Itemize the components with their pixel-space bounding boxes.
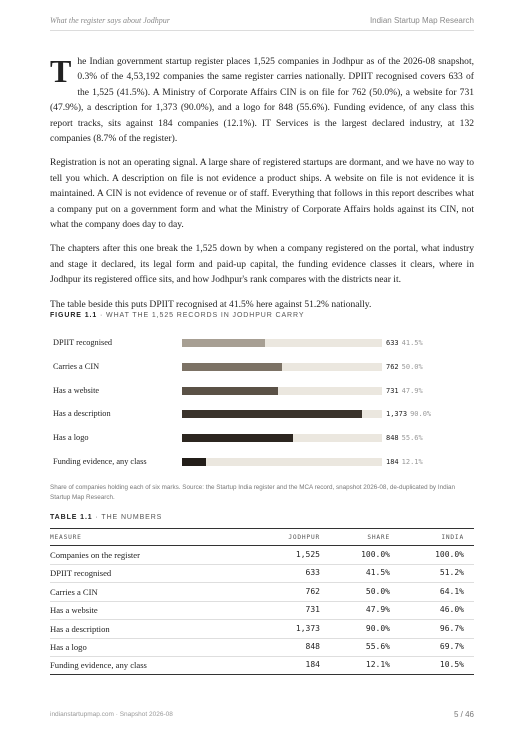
bar-label: Carries a CIN <box>53 361 100 371</box>
bar-count: 762 <box>386 362 399 371</box>
table-cell-india: 100.0% <box>435 550 464 559</box>
table-cell-share: 90.0% <box>365 623 390 633</box>
bar-label: Has a website <box>53 385 100 395</box>
paragraph-chapters: The chapters after this one break the 1,525 down by when a company registered on the portal, what industry and stage it declared, its legal form and paid-up capital, the funding evidence classes it clears, where in Jodhpur its registered office sits, and how Jodhpur's rank compares with the districts near it. <box>50 243 474 286</box>
table-header-share: SHARE <box>367 534 390 541</box>
bar <box>182 339 265 347</box>
table-cell-share: 55.6% <box>365 642 390 651</box>
table-cell-measure: Carries a CIN <box>50 586 98 597</box>
figure-title: · WHAT THE 1,525 RECORDS IN JODHPUR CARRY <box>99 312 305 319</box>
table-cell-measure: Funding evidence, any class <box>50 660 147 671</box>
figure-label <box>50 312 304 319</box>
bar-share: 41.5% <box>401 339 423 347</box>
bar-value-label <box>386 434 423 442</box>
table-cell-jodhpur: 1,373 <box>295 623 320 633</box>
bar-share: 55.6% <box>401 434 423 443</box>
paragraph-caveat: Registration is not an operating signal. A large share of registered startups are dormant, and we have no way to tell you which. A description on file is not evidence a product ships. A website on file is not evidence it is maintained. A CIN is not evidence of revenue or of staff. Everything that follows in this report describes what a company put on a government form and what the Ministry of Corporate Affairs holds against its CIN, not what the company does day to day. <box>50 157 474 231</box>
bar-label: Funding evidence, any class <box>53 457 147 466</box>
paragraph-intro-text: he Indian government startup register places 1,525 companies in Jodhpur as of the 2026-08 snapshot, 0.3% of the 4,53,192 companies the same register carries nationally. DPIIT recognised covers 633 of the 1,525 (41.5%). A Ministry of Corporate Affairs CIN is on file for 762 (50.0%), a website for 731 (47.9%), a description for 1,373 (90.0%), and a logo for 848 (55.6%). Funding evidence, of any class this report tracks, sits against 184 companies (12.1%). IT Services is the largest declared industry, at 132 companies (8.7% of the register). <box>50 56 474 145</box>
table-row <box>50 546 474 565</box>
bar <box>182 387 278 395</box>
bar-share: 47.9% <box>401 386 423 395</box>
table-cell-india: 69.7% <box>439 642 464 651</box>
paragraph-intro <box>50 54 474 146</box>
running-header-publisher: Indian Startup Map Research <box>369 16 474 25</box>
table-header-india: INDIA <box>441 534 464 541</box>
table-cell-jodhpur: 1,525 <box>295 550 320 559</box>
figure-source-note: Share of companies holding each of six marks. Source: the Startup India register and the MCA record, snapshot 2026-08, de-duplicated by Indian Startup Map Research. <box>50 484 455 501</box>
bar-track <box>182 339 382 347</box>
table-label <box>50 514 162 521</box>
table-cell-jodhpur: 633 <box>305 568 320 578</box>
footer-source: indianstartupmap.com · Snapshot 2026-08 <box>50 711 173 718</box>
table-cell-measure: DPIIT recognised <box>50 568 112 579</box>
bar-count: 1,373 <box>386 410 408 419</box>
body-text <box>50 54 474 321</box>
bar-count: 731 <box>386 386 399 395</box>
bar-value-label <box>386 387 423 395</box>
running-header-title: What the register says about Jodhpur <box>50 16 170 25</box>
table-cell-share: 100.0% <box>361 550 390 559</box>
table-cell-share: 41.5% <box>365 568 390 578</box>
paragraph-table-note: The table beside this puts DPIIT recognised at 41.5% here against 51.2% nationally. <box>50 298 372 310</box>
bar-track <box>182 410 382 418</box>
table-cell-measure: Companies on the register <box>50 550 140 560</box>
bar-value-label <box>386 410 431 418</box>
bar-value-label <box>386 339 423 347</box>
bar-count: 633 <box>386 339 399 347</box>
bar-track <box>182 387 382 395</box>
table-header-row <box>50 532 474 544</box>
bar-count: 184 <box>386 458 399 466</box>
header-divider <box>50 30 474 31</box>
table-top-rule <box>50 528 474 529</box>
bar <box>182 434 293 442</box>
table-cell-jodhpur: 848 <box>305 642 320 651</box>
table-row <box>50 564 474 583</box>
bar-track <box>182 458 382 466</box>
bar-share: 90.0% <box>410 410 432 419</box>
bar-track <box>182 434 382 442</box>
bar-label: Has a description <box>53 409 111 419</box>
table-cell-india: 10.5% <box>439 660 464 670</box>
table-cell-india: 96.7% <box>439 623 464 633</box>
bar <box>182 410 362 418</box>
table-cell-india: 46.0% <box>439 605 464 615</box>
table-cell-india: 64.1% <box>439 586 464 596</box>
table-row <box>50 620 474 639</box>
bar-value-label <box>386 458 423 466</box>
figure-number: FIGURE 1.1 <box>50 312 98 319</box>
bar <box>182 458 206 466</box>
bar-value-label <box>386 363 423 371</box>
bar-count: 848 <box>386 434 399 443</box>
table-cell-jodhpur: 184 <box>305 660 320 670</box>
table-header-measure: MEASURE <box>50 534 82 541</box>
bar <box>182 363 282 371</box>
table-cell-measure: Has a logo <box>50 642 87 652</box>
table-cell-jodhpur: 762 <box>305 586 320 596</box>
bar-share: 12.1% <box>401 458 423 466</box>
table-row <box>50 601 474 620</box>
table-cell-measure: Has a website <box>50 605 98 616</box>
table-cell-measure: Has a description <box>50 623 110 634</box>
bar-share: 50.0% <box>401 362 423 371</box>
table-number: TABLE 1.1 <box>50 514 93 521</box>
table-cell-jodhpur: 731 <box>305 605 320 615</box>
table-row <box>50 583 474 602</box>
table-row <box>50 638 474 657</box>
table-row <box>50 656 474 675</box>
bar-label: DPIIT recognised <box>53 338 113 347</box>
table-header-jodhpur: JODHPUR <box>288 534 320 541</box>
table-cell-india: 51.2% <box>439 568 464 578</box>
page-number: 5 / 46 <box>453 710 474 719</box>
table-title: · THE NUMBERS <box>95 514 163 521</box>
bar-track <box>182 363 382 371</box>
drop-cap: T <box>50 53 72 89</box>
bar-label: Has a logo <box>53 433 89 443</box>
table-cell-share: 50.0% <box>365 586 390 596</box>
table-cell-share: 47.9% <box>365 605 390 615</box>
table-cell-share: 12.1% <box>365 660 390 670</box>
